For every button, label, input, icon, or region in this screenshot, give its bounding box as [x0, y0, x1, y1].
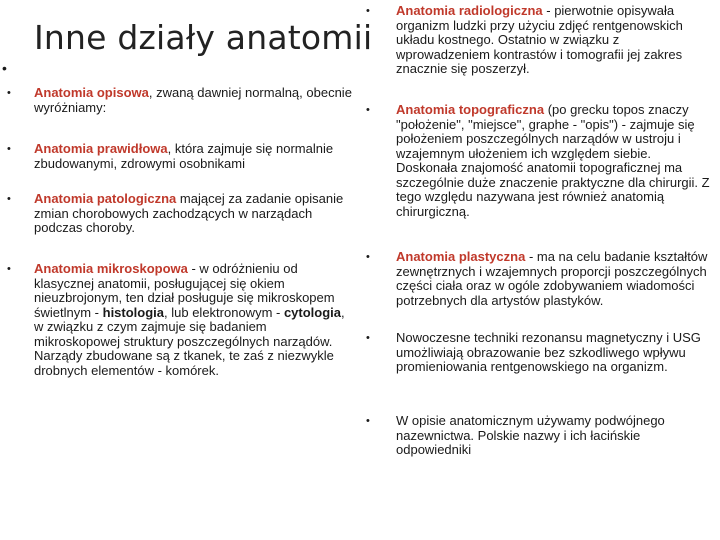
term-highlight: Anatomia topograficzna: [396, 102, 545, 117]
bullet-marker: •: [366, 251, 370, 263]
item-text: , zwaną dawniej normalną, obecnie wyróżniamy:: [34, 85, 352, 115]
bullet-marker: •: [366, 5, 370, 17]
list-item-anatomia-mikroskopowa: [34, 262, 354, 378]
term-bold: histologia: [102, 304, 165, 320]
list-item-anatomia-patologiczna: [34, 192, 354, 236]
bullet-marker: •: [366, 415, 370, 427]
page-title: Inne działy anatomii: [34, 18, 373, 57]
item-text: W opisie anatomicznym używamy podwójnego nazewnictwa. Polskie nazwy i ich łacińskie odpowiedniki: [396, 413, 665, 457]
item-text: mającej za zadanie opisanie zmian chorobowych zachodzących w narządach podczas choroby.: [34, 191, 344, 235]
list-item-anatomia-topograficzna: [396, 103, 714, 219]
item-text: Nowoczesne techniki rezonansu magnetyczny i USG umożliwiają obrazowanie bez szkodliwego wpływu promieniowania rentgenowskiego na organizm.: [396, 330, 701, 374]
list-item-anatomia-prawidlowa: [34, 142, 354, 171]
bullet-marker: •: [7, 193, 11, 205]
list-item-nowoczesne-techniki: [396, 331, 714, 375]
bullet-marker: •: [7, 87, 11, 99]
term-highlight: Anatomia plastyczna: [396, 249, 526, 264]
bullet-marker: •: [7, 263, 11, 275]
item-text: , w związku z czym zajmuje się badaniem mikroskopowej struktury poszczególnych narządów. Narządy zbudowane są z tkanek, te zaś z niezwykle drobnych elementów - komórek.: [34, 304, 345, 378]
item-text: - pierwotnie opisywała organizm ludzki przy użyciu zdjęć rentgenowskich układu kostnego. Ostatnio w związku z wprowadzeniem kontrastów i tomografii jej zakres znacznie się poszerzył.: [396, 3, 683, 76]
bullet-marker: •: [366, 104, 370, 116]
item-text: , lub elektronowym -: [164, 304, 284, 320]
term-highlight: Anatomia patologiczna: [34, 191, 177, 206]
bullet-marker: •: [7, 143, 11, 155]
term-highlight: Anatomia opisowa: [34, 85, 149, 100]
item-text: , która zajmuje się normalnie zbudowanymi, zdrowymi osobnikami: [34, 141, 334, 171]
list-item-anatomia-opisowa: [34, 86, 354, 115]
list-item-anatomia-plastyczna: [396, 250, 714, 308]
term-highlight: Anatomia radiologiczna: [396, 3, 543, 18]
term-highlight: Anatomia prawidłowa: [34, 141, 168, 156]
term-bold: cytologia: [283, 304, 342, 320]
item-text: - w odróżnieniu od klasycznej anatomii, posługującej się okiem nieuzbrojonym, ten dział posługuje się mikroskopem świetlnym -: [34, 261, 335, 320]
term-highlight: Anatomia mikroskopowa: [34, 261, 188, 276]
list-item-anatomia-radiologiczna: [396, 4, 714, 77]
stray-bullet: •: [2, 60, 7, 76]
item-text: - ma na celu badanie kształtów zewnętrznych i wzajemnych proporcji poszczególnych części ciała oraz w ogóle zdobywaniem wiadomości potrzebnych dla artystów plastyków.: [396, 249, 708, 308]
bullet-marker: •: [366, 332, 370, 344]
list-item-nazewnictwo: [396, 414, 714, 458]
item-text: (po grecku topos znaczy "położenie", "miejsce", graphe - "opis") - zajmuje się położeniem poszczególnych narządów w ustroju i wzajemnym ułożeniem ich względem siebie. Doskonała znajomość anatomii topograficznej ma szczególnie duże znaczenie praktyczne dla chirurgii. Z tego względu nazywana jest również anatomią chirurgiczną.: [396, 102, 710, 219]
